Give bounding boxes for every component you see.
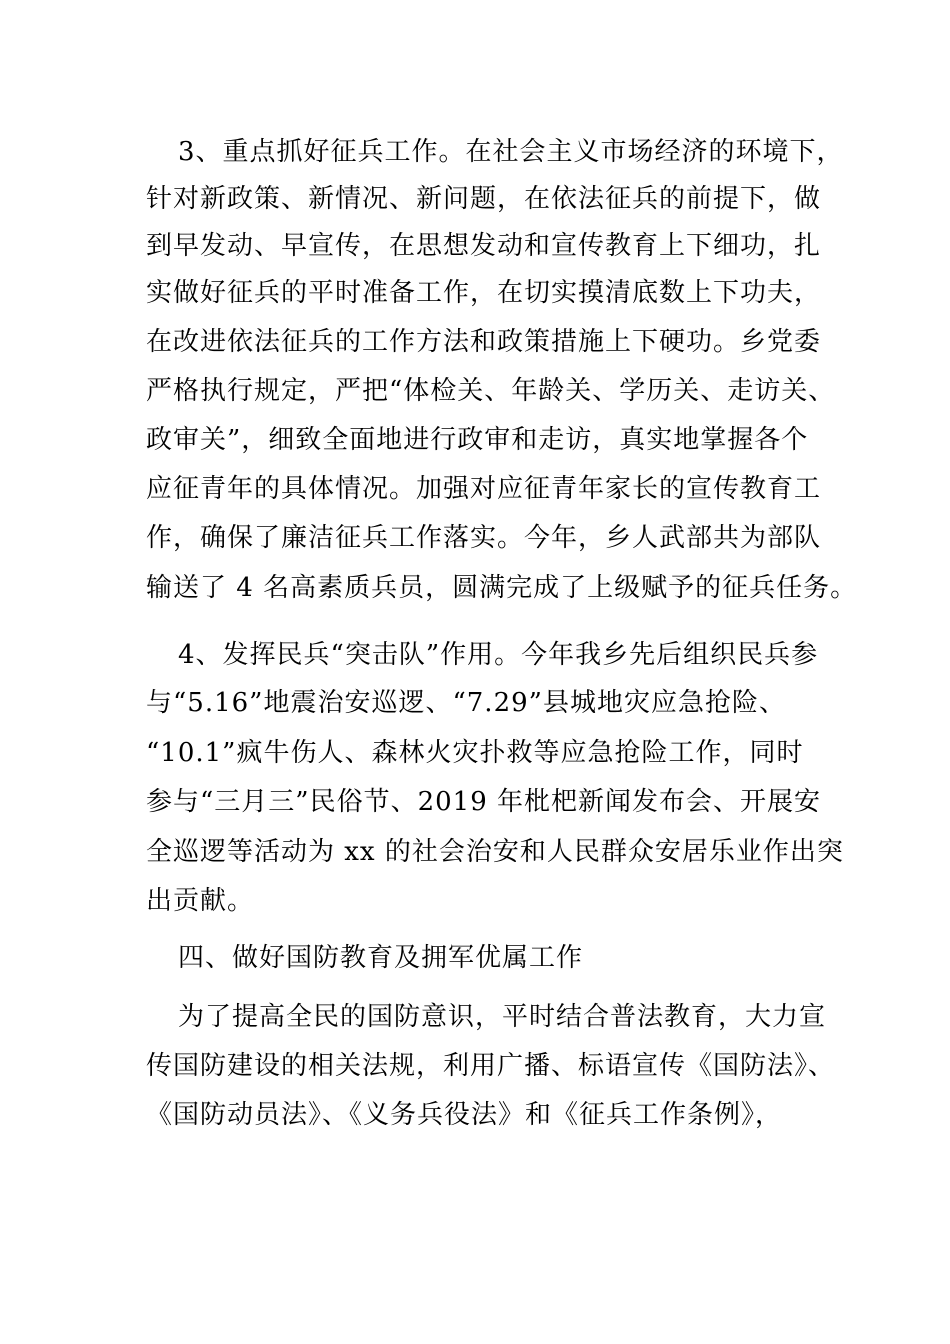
paragraph-3-line-5: 在改进依法征兵的工作方法和政策措施上下硬功。乡党委 <box>146 327 822 357</box>
paragraph-5-line-1: 为了提高全民的国防意识，平时结合普法教育，大力宣 <box>178 1002 827 1032</box>
paragraph-5-line-3: 《国防动员法》、《义务兵役法》和《征兵工作条例》， <box>146 1100 783 1130</box>
paragraph-4-line-1: 4、发挥民兵“突击队”作用。今年我乡先后组织民兵参 <box>178 640 819 670</box>
paragraph-3-line-8: 应征青年的具体情况。加强对应征青年家长的宣传教育工 <box>146 474 822 504</box>
paragraph-3-line-3: 到早发动、早宣传，在思想发动和宣传教育上下细功，扎 <box>146 231 822 261</box>
paragraph-3-line-9: 作，确保了廉洁征兵工作落实。今年，乡人武部共为部队 <box>146 523 822 553</box>
paragraph-5-line-2: 传国防建设的相关法规，利用广播、标语宣传《国防法》、 <box>146 1051 836 1081</box>
paragraph-3-line-1: 3、重点抓好征兵工作。在社会主义市场经济的环境下， <box>178 137 844 167</box>
paragraph-4-line-6: 出贡献。 <box>146 886 255 916</box>
paragraph-4-line-2: 与“5.16”地震治安巡逻、“7.29”县城地灾应急抢险、 <box>146 688 786 718</box>
paragraph-3-line-10: 输送了 4 名高素质兵员，圆满完成了上级赋予的征兵任务。 <box>146 573 858 603</box>
paragraph-3-line-6: 严格执行规定，严把“体检关、年龄关、学历关、走访关、 <box>146 376 836 406</box>
paragraph-4-line-5: 全巡逻等活动为 xx 的社会治安和人民群众安居乐业作出突 <box>146 837 844 867</box>
paragraph-3-line-7: 政审关”，细致全面地进行政审和走访，真实地掌握各个 <box>146 425 809 455</box>
paragraph-3-line-4: 实做好征兵的平时准备工作，在切实摸清底数上下功夫， <box>146 278 822 308</box>
section-heading: 四、做好国防教育及拥军优属工作 <box>178 943 584 973</box>
paragraph-4-line-4: 参与“三月三”民俗节、2019 年枇杷新闻发布会、开展安 <box>146 787 822 817</box>
paragraph-4-line-3: “10.1”疯牛伤人、森林火灾扑救等应急抢险工作，同时 <box>146 738 804 768</box>
paragraph-3-line-2: 针对新政策、新情况、新问题，在依法征兵的前提下，做 <box>146 184 822 214</box>
